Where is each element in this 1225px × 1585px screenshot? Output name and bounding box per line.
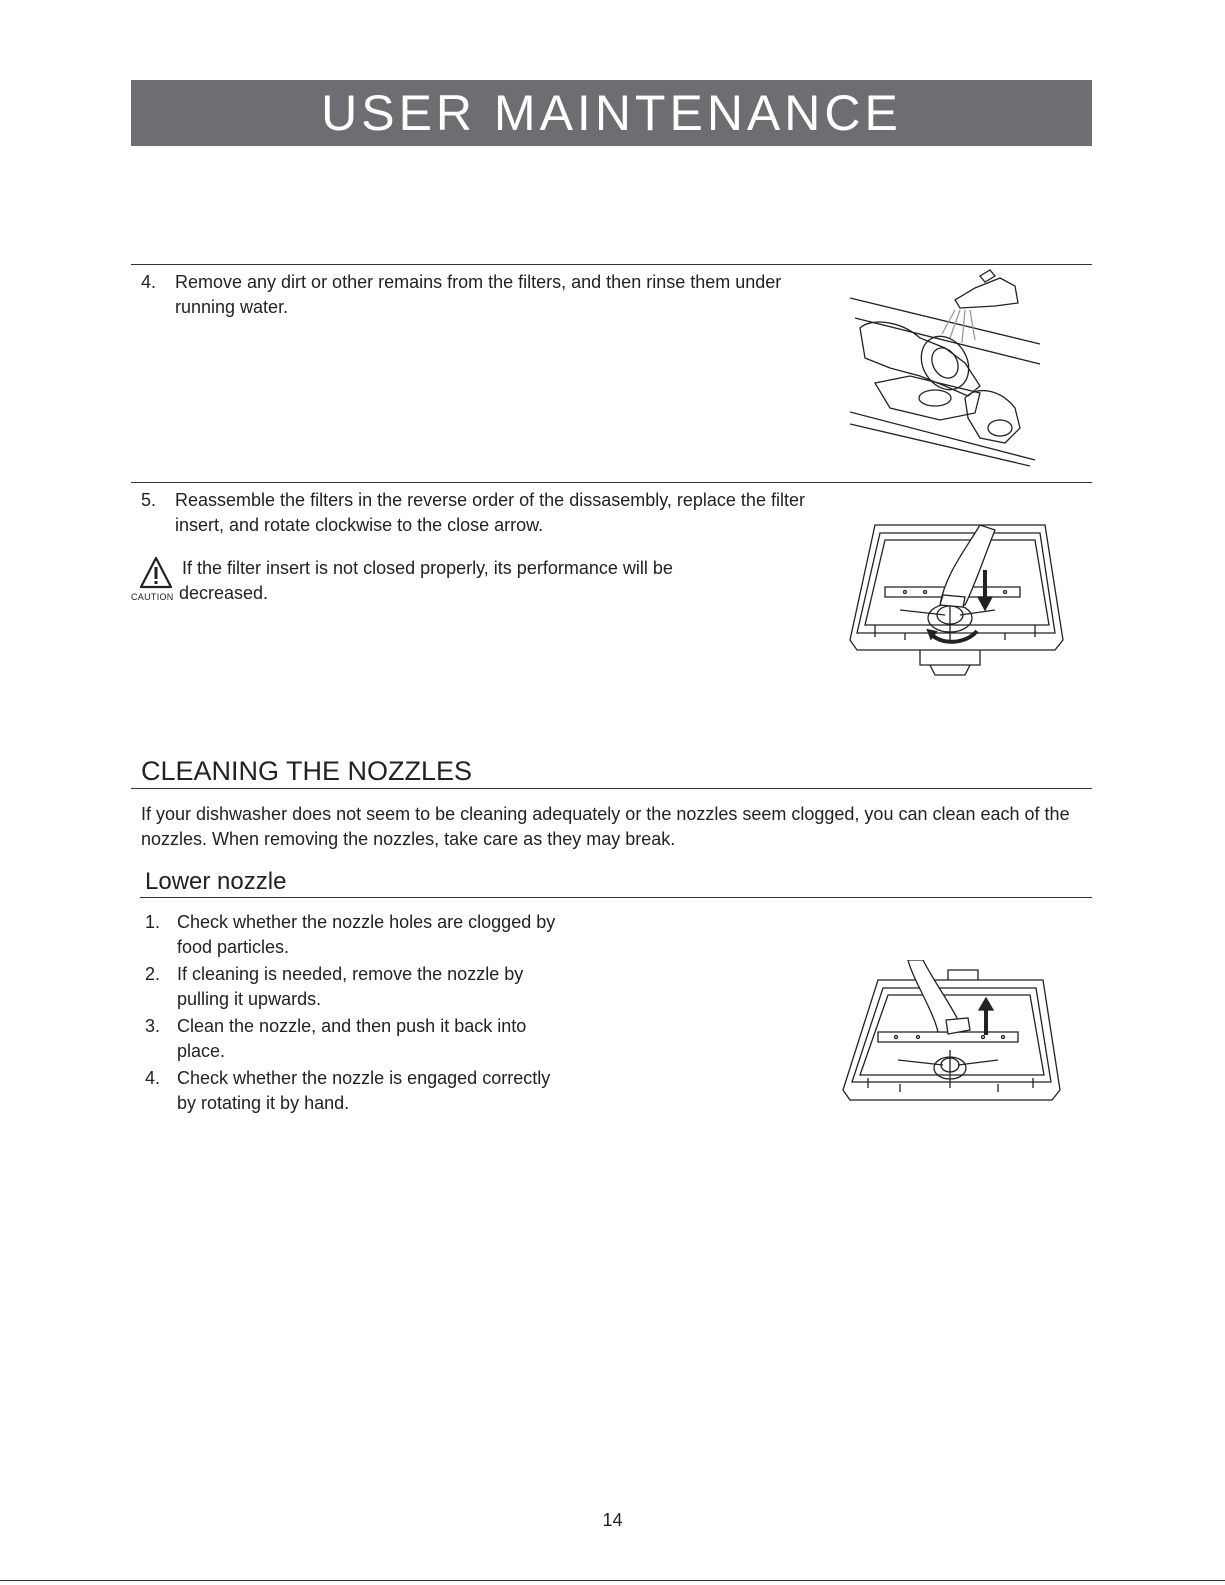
page-number: 14	[602, 1510, 623, 1530]
step-text: Remove any dirt or other remains from the filters, and then rinse them under running water.	[175, 272, 782, 317]
step-5-reassemble-filters	[141, 488, 821, 538]
nozzle-step-4	[145, 1066, 565, 1116]
subsection-heading: Lower nozzle	[145, 868, 287, 895]
step-4-rinse-filters	[141, 270, 821, 320]
step-text: If cleaning is needed, remove the nozzle by pulling it upwards.	[177, 964, 524, 1009]
caution-text: If the filter insert is not closed properly, its performance will be decreased.	[179, 558, 673, 603]
rinse-filters-illustration	[850, 268, 1050, 468]
caution-note	[131, 556, 731, 606]
nozzle-step-1	[145, 910, 565, 960]
caution-label: CAUTION	[131, 592, 174, 602]
step-number: 1.	[145, 912, 161, 932]
caution-warning-icon	[139, 556, 173, 590]
step-text: Check whether the nozzle is engaged correctly by rotating it by hand.	[177, 1068, 551, 1113]
divider	[140, 897, 1092, 898]
lower-nozzle-removal-illustration	[838, 960, 1063, 1125]
step-number: 2.	[145, 964, 161, 984]
reassemble-filter-illustration	[845, 515, 1070, 680]
step-text: Check whether the nozzle holes are clogged by food particles.	[177, 912, 556, 957]
step-text: Reassemble the filters in the reverse order of the dissasembly, replace the filter insert, and rotate clockwise to the close arrow.	[175, 490, 805, 535]
divider	[131, 264, 1092, 265]
step-number: 4.	[141, 272, 157, 292]
step-number: 3.	[145, 1016, 161, 1036]
page-title-banner	[131, 80, 1092, 146]
nozzle-step-2	[145, 962, 565, 1012]
section-heading: CLEANING THE NOZZLES	[141, 756, 473, 786]
bottom-border	[0, 1580, 1225, 1581]
section-intro: If your dishwasher does not seem to be cleaning adequately or the nozzles seem clogged, you can clean each of the nozzles. When removing the nozzles, take care as they may break.	[141, 804, 1070, 849]
nozzle-step-3	[145, 1014, 565, 1064]
step-number: 5.	[141, 490, 157, 510]
step-text: Clean the nozzle, and then push it back into place.	[177, 1016, 527, 1061]
divider	[131, 788, 1092, 789]
page-title: USER MAINTENANCE	[321, 85, 902, 141]
step-number: 4.	[145, 1068, 161, 1088]
divider	[131, 482, 1092, 483]
